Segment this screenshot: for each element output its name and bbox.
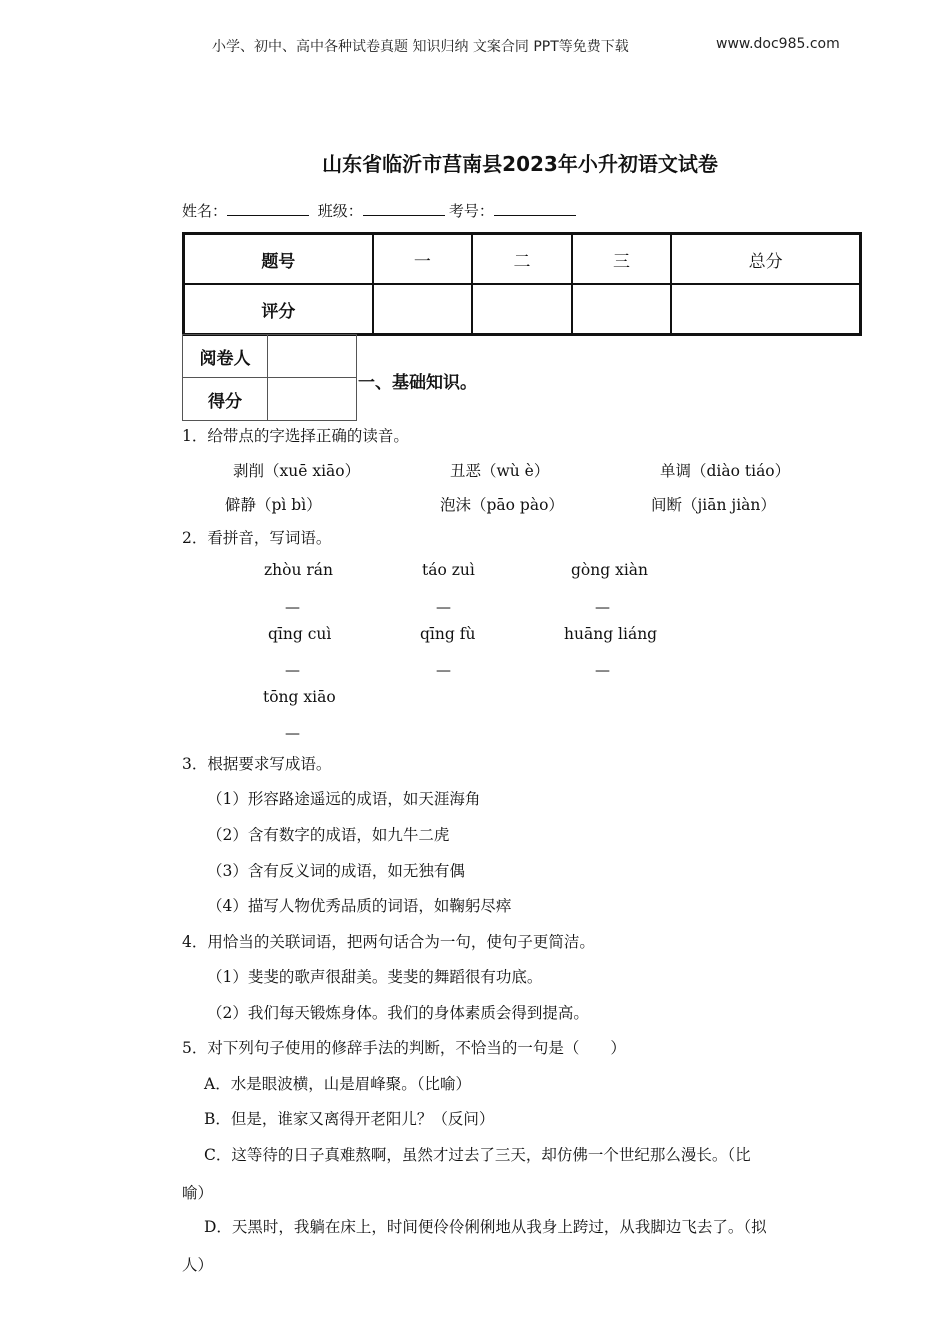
reviewer-value[interactable]: [268, 335, 357, 378]
page-title: 山东省临沂市莒南县2023年小升初语文试卷: [322, 152, 718, 176]
score-label: 得分: [183, 378, 268, 421]
q4-item: （1）斐斐的歌声很甜美。斐斐的舞蹈很有功底。: [207, 968, 543, 986]
page-header: [212, 36, 840, 56]
header-text: 小学、初中、高中各种试卷真题 知识归纳 文案合同 PPT等免费下载: [212, 39, 629, 55]
q2-pinyin: zhòu rán: [264, 561, 334, 579]
q5-option-c-cont: 喻）: [182, 1184, 214, 1202]
score-cell: 题号: [184, 234, 373, 284]
q5-option-c[interactable]: C．这等待的日子真难熬啊，虽然才过去了三天，却仿佛一个世纪那么漫长。（比: [204, 1146, 751, 1164]
q1-item: 单调（diào tiáo）: [660, 462, 791, 480]
q2-answer-blank[interactable]: —: [436, 598, 451, 616]
header-site[interactable]: www.doc985.com: [716, 36, 840, 52]
student-info: [182, 200, 580, 221]
question-2-stem: 2．看拼音，写词语。: [182, 529, 332, 547]
q1-item: 间断（jiān jiàn）: [651, 496, 776, 514]
class-blank[interactable]: [363, 201, 445, 216]
name-blank[interactable]: [227, 201, 309, 216]
question-3-stem: 3．根据要求写成语。: [182, 755, 332, 773]
reviewer-label: 阅卷人: [183, 335, 268, 378]
q5-option-d[interactable]: D．天黑时，我躺在床上，时间便伶伶俐俐地从我身上跨过，从我脚边飞去了。（拟: [204, 1218, 767, 1236]
score-table-header-row: [184, 234, 860, 284]
q1-item: 丑恶（wù è）: [450, 462, 550, 480]
q4-item: （2）我们每天锻炼身体。我们的身体素质会得到提高。: [207, 1004, 589, 1022]
exam-no-blank[interactable]: [494, 201, 576, 216]
q3-item: （2）含有数字的成语，如九牛二虎: [207, 826, 450, 844]
score-cell: 总分: [671, 234, 860, 284]
score-value[interactable]: [268, 378, 357, 421]
q3-item: （4）描写人物优秀品质的词语，如鞠躬尽瘁: [207, 897, 512, 915]
q2-pinyin: huāng liáng: [564, 625, 658, 643]
q1-item: 泡沫（pāo pào）: [440, 496, 564, 514]
q2-pinyin: qīng fù: [420, 625, 476, 643]
q2-answer-blank[interactable]: —: [285, 724, 300, 742]
q2-pinyin: tōng xiāo: [263, 688, 336, 706]
q5-option-d-cont: 人）: [182, 1256, 214, 1274]
question-4-stem: 4．用恰当的关联词语，把两句话合为一句，使句子更简洁。: [182, 933, 595, 951]
q2-answer-blank[interactable]: —: [285, 598, 300, 616]
q1-item: 僻静（pì bì）: [225, 496, 322, 514]
score-input-cell[interactable]: [572, 284, 672, 334]
score-table-score-row: [184, 284, 860, 334]
q1-item: 剥削（xuē xiāo）: [233, 462, 361, 480]
q2-answer-blank[interactable]: —: [595, 598, 610, 616]
exam-no-label: 考号：: [448, 202, 494, 220]
q5-option-a[interactable]: A．水是眼波横，山是眉峰聚。（比喻）: [204, 1075, 471, 1093]
score-input-cell[interactable]: [472, 284, 572, 334]
question-5-stem: 5．对下列句子使用的修辞手法的判断，不恰当的一句是（ ）: [182, 1039, 626, 1057]
score-input-cell[interactable]: [671, 284, 860, 334]
q3-item: （3）含有反义词的成语，如无独有偶: [207, 862, 465, 880]
score-cell: 二: [472, 234, 572, 284]
score-cell: 一: [373, 234, 473, 284]
q2-answer-blank[interactable]: —: [595, 661, 610, 679]
q3-item: （1）形容路途遥远的成语，如天涯海角: [207, 790, 481, 808]
grader-table: [182, 334, 357, 421]
question-1-stem: 1．给带点的字选择正确的读音。: [182, 427, 409, 445]
class-label: 班级：: [317, 202, 363, 220]
score-row-label: 评分: [184, 284, 373, 334]
q2-answer-blank[interactable]: —: [285, 661, 300, 679]
score-input-cell[interactable]: [373, 284, 473, 334]
score-cell: 三: [572, 234, 672, 284]
q2-answer-blank[interactable]: —: [436, 661, 451, 679]
score-table: [182, 232, 862, 336]
q5-option-b[interactable]: B．但是，谁家又离得开老阳儿？（反问）: [204, 1110, 495, 1128]
q2-pinyin: qīng cuì: [268, 625, 332, 643]
q2-pinyin: gòng xiàn: [571, 561, 649, 579]
section-heading: 一、基础知识。: [358, 373, 477, 393]
q2-pinyin: táo zuì: [422, 561, 475, 579]
name-label: 姓名：: [182, 202, 228, 220]
